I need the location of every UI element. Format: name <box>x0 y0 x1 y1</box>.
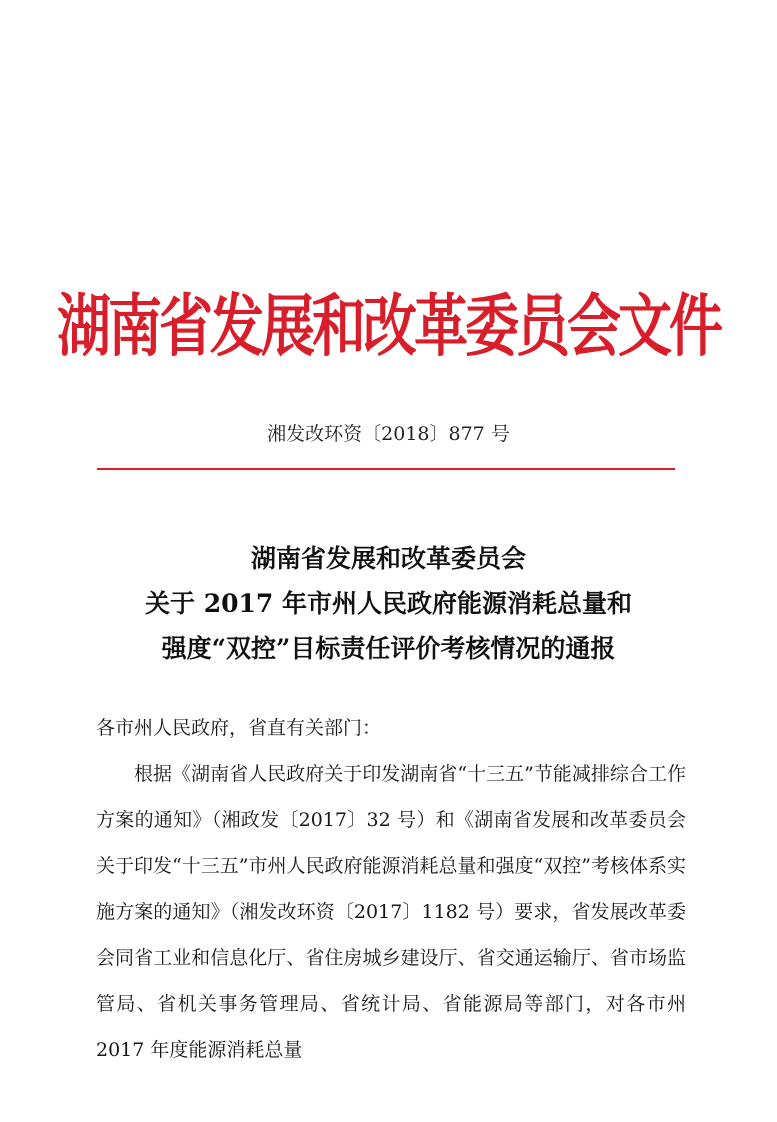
body-paragraph: 根据《湖南省人民政府关于印发湖南省“十三五”节能减排综合工作方案的通知》（湘政发〔2017〕32 号）和《湖南省发展和改革委员会关于印发“十三五”市州人民政府能源消耗总量和强度“双控”考核体系实施方案的通知》（湘发改环资〔2017〕1182 号）要求，省发展改革委会同省工业和信息化厅、省住房城乡建设厅、省交通运输厅、省市场监管局、省机关事务管理局、省统计局、省能源局等部门，对各市州 2017 年度能源消耗总量 <box>96 763 686 1061</box>
document-title <box>60 536 717 671</box>
salutation: 各市州人民政府，省直有关部门： <box>96 717 382 739</box>
red-divider-line <box>97 468 675 470</box>
document-body <box>96 705 686 1073</box>
title-line-3: 强度“双控”目标责任评价考核情况的通报 <box>161 634 616 663</box>
document-masthead: 湖南省发展和改革委员会文件 <box>57 286 720 366</box>
title-line-2: 关于 2017 年市州人民政府能源消耗总量和 <box>145 589 632 618</box>
document-number: 湘发改环资〔2018〕877 号 <box>267 423 510 445</box>
title-line-1: 湖南省发展和改革委员会 <box>250 544 526 573</box>
